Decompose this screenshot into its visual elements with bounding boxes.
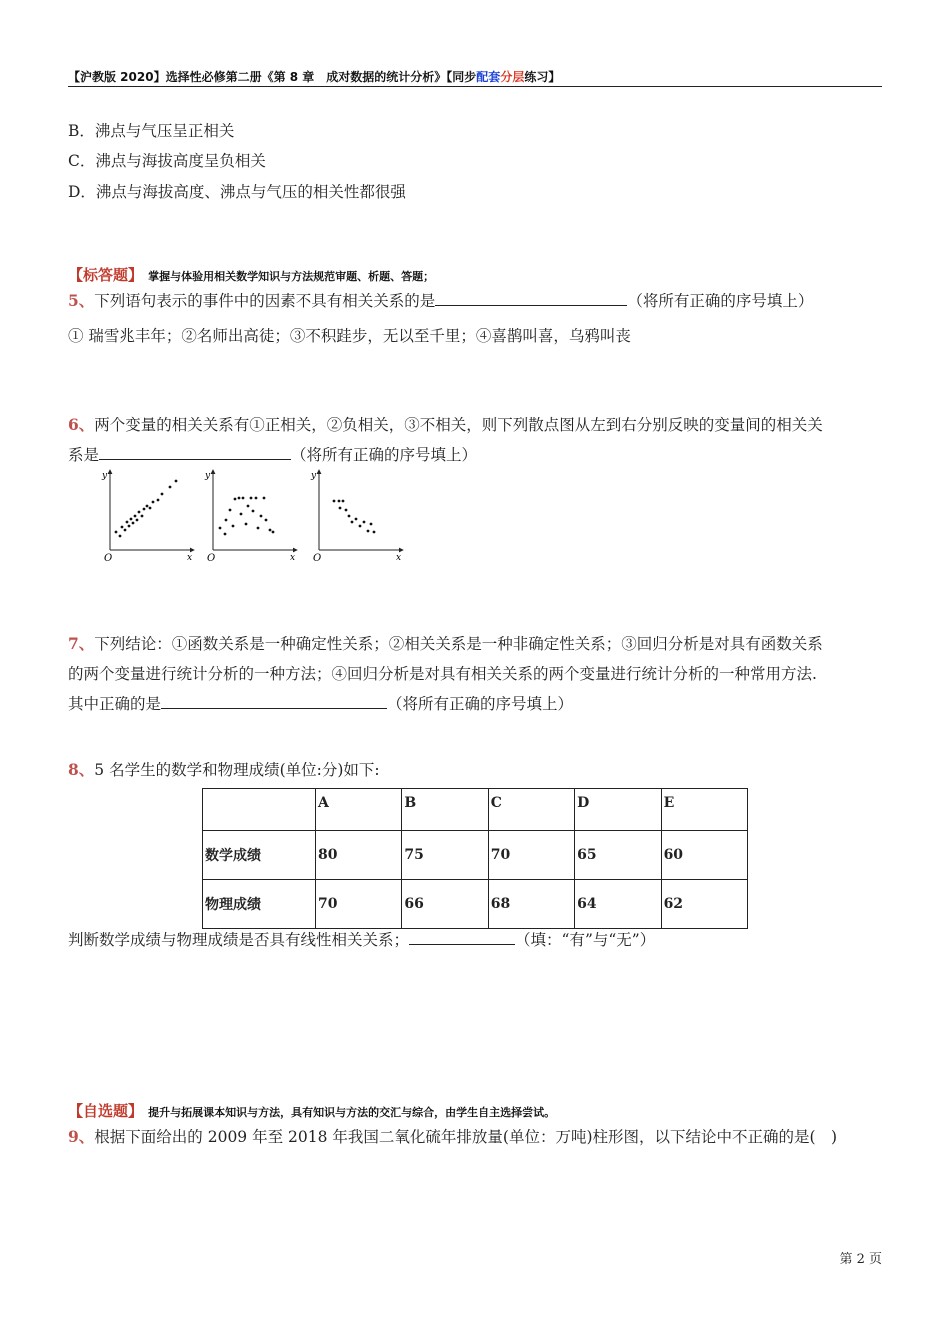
q6-answer-blank[interactable]: [99, 445, 291, 460]
plot1-x-label: x: [187, 553, 193, 563]
q5-answer-blank[interactable]: [435, 291, 627, 306]
q6-number: 6、: [68, 415, 95, 434]
header-prefix: 【沪教版 2020】选择性必修第二册《第 8 章 成对数据的统计分析》【同步: [68, 70, 477, 84]
q7-line3: [68, 692, 573, 714]
plot2-x-label: x: [290, 553, 296, 563]
q5-text: 下列语句表示的事件中的因素不具有相关关系的是: [94, 292, 436, 310]
q5-items: ① 瑞雪兆丰年；②名师出高徒；③不积跬步，无以至千里；④喜鹊叫喜，乌鸦叫丧: [68, 327, 631, 345]
table-header-cell: A: [316, 789, 402, 831]
q8-question: [68, 928, 655, 950]
section-optional-tag: 【自选题】: [68, 1102, 144, 1120]
table-header-cell: [203, 789, 316, 831]
table-row-physics: [203, 880, 748, 929]
q7-answer-blank[interactable]: [161, 694, 387, 709]
question-6: [68, 413, 823, 435]
header-part1: 配套: [476, 70, 501, 84]
header-part2: 分层: [500, 70, 525, 84]
scatter-plot-none: [204, 470, 297, 564]
table-header-cell: D: [575, 789, 661, 831]
table-cell: 64: [575, 880, 661, 929]
q5-number: 5、: [68, 291, 95, 310]
header-rule: [68, 86, 882, 87]
q8-text: 5 名学生的数学和物理成绩(单位:分)如下:: [94, 761, 380, 779]
table-cell: 数学成绩: [203, 831, 316, 880]
q7-hint: （将所有正确的序号填上）: [387, 695, 574, 713]
table-cell: 80: [316, 831, 402, 880]
question-5: [68, 289, 813, 311]
table-header-cell: C: [488, 789, 574, 831]
option-c: C．沸点与海拔高度呈负相关: [68, 152, 266, 170]
section-standard: [68, 264, 434, 285]
table-row-math: [203, 831, 748, 880]
q6-line2: [68, 443, 477, 465]
plot3-y-label: y: [311, 471, 317, 481]
scatter-plots: [98, 464, 413, 564]
q7-number: 7、: [68, 634, 95, 653]
q8-number: 8、: [68, 760, 95, 779]
question-9: [68, 1125, 837, 1147]
table-cell: 62: [661, 880, 747, 929]
table-cell: 75: [402, 831, 488, 880]
plot3-origin: O: [313, 553, 322, 564]
q8-answer-blank[interactable]: [409, 930, 515, 945]
section-optional: [68, 1100, 555, 1121]
question-7: [68, 632, 823, 654]
plot1-y-label: y: [102, 471, 108, 481]
q6-hint: （将所有正确的序号填上）: [291, 446, 478, 464]
section-standard-desc: 掌握与体验用相关数学知识与方法规范审题、析题、答题；: [148, 270, 435, 283]
q9-number: 9、: [68, 1127, 95, 1146]
scatter-plot-positive: [101, 470, 194, 564]
header-suffix: 练习】: [524, 70, 561, 84]
table-cell: 65: [575, 831, 661, 880]
q7-line2: 的两个变量进行统计分析的一种方法；④回归分析是对具有相关关系的两个变量进行统计分析的一种常用方法.: [68, 665, 817, 683]
page-number: 第 2 页: [839, 1252, 882, 1267]
plot3-x-label: x: [396, 553, 402, 563]
scatter-plot-negative: [310, 470, 403, 564]
score-table: [202, 788, 748, 929]
q9-text: 根据下面给出的 2009 年至 2018 年我国二氧化硫年排放量(单位：万吨)柱形图，以下结论中不正确的是( ): [94, 1128, 838, 1146]
score-table-header-row: [203, 789, 748, 831]
table-cell: 66: [402, 880, 488, 929]
q7-line3-prefix: 其中正确的是: [68, 695, 162, 713]
table-header-cell: B: [402, 789, 488, 831]
table-cell: 60: [661, 831, 747, 880]
q7-line1: 下列结论：①函数关系是一种确定性关系；②相关关系是一种非确定性关系；③回归分析是对具有函数关系: [94, 635, 823, 653]
q6-line2-prefix: 系是: [68, 446, 100, 464]
option-b: B．沸点与气压呈正相关: [68, 122, 235, 140]
table-cell: 70: [316, 880, 402, 929]
plot2-origin: O: [207, 553, 216, 564]
section-optional-desc: 提升与拓展课本知识与方法，具有知识与方法的交汇与综合，由学生自主选择尝试。: [148, 1106, 556, 1119]
page-header: [68, 68, 882, 85]
q8-question-text: 判断数学成绩与物理成绩是否具有线性相关关系；: [68, 931, 410, 949]
table-header-cell: E: [661, 789, 747, 831]
section-standard-tag: 【标答题】: [68, 266, 144, 284]
table-cell: 70: [488, 831, 574, 880]
table-cell: 物理成绩: [203, 880, 316, 929]
q5-hint: （将所有正确的序号填上）: [627, 292, 814, 310]
q6-line1: 两个变量的相关关系有①正相关，②负相关，③不相关，则下列散点图从左到右分别反映的变量间的相关关: [94, 416, 823, 434]
question-8: [68, 758, 380, 780]
q8-hint: （填：“有”与“无”）: [515, 931, 656, 949]
table-cell: 68: [488, 880, 574, 929]
plot1-origin: O: [104, 553, 113, 564]
option-d: D．沸点与海拔高度、沸点与气压的相关性都很强: [68, 183, 406, 201]
plot2-y-label: y: [205, 471, 211, 481]
